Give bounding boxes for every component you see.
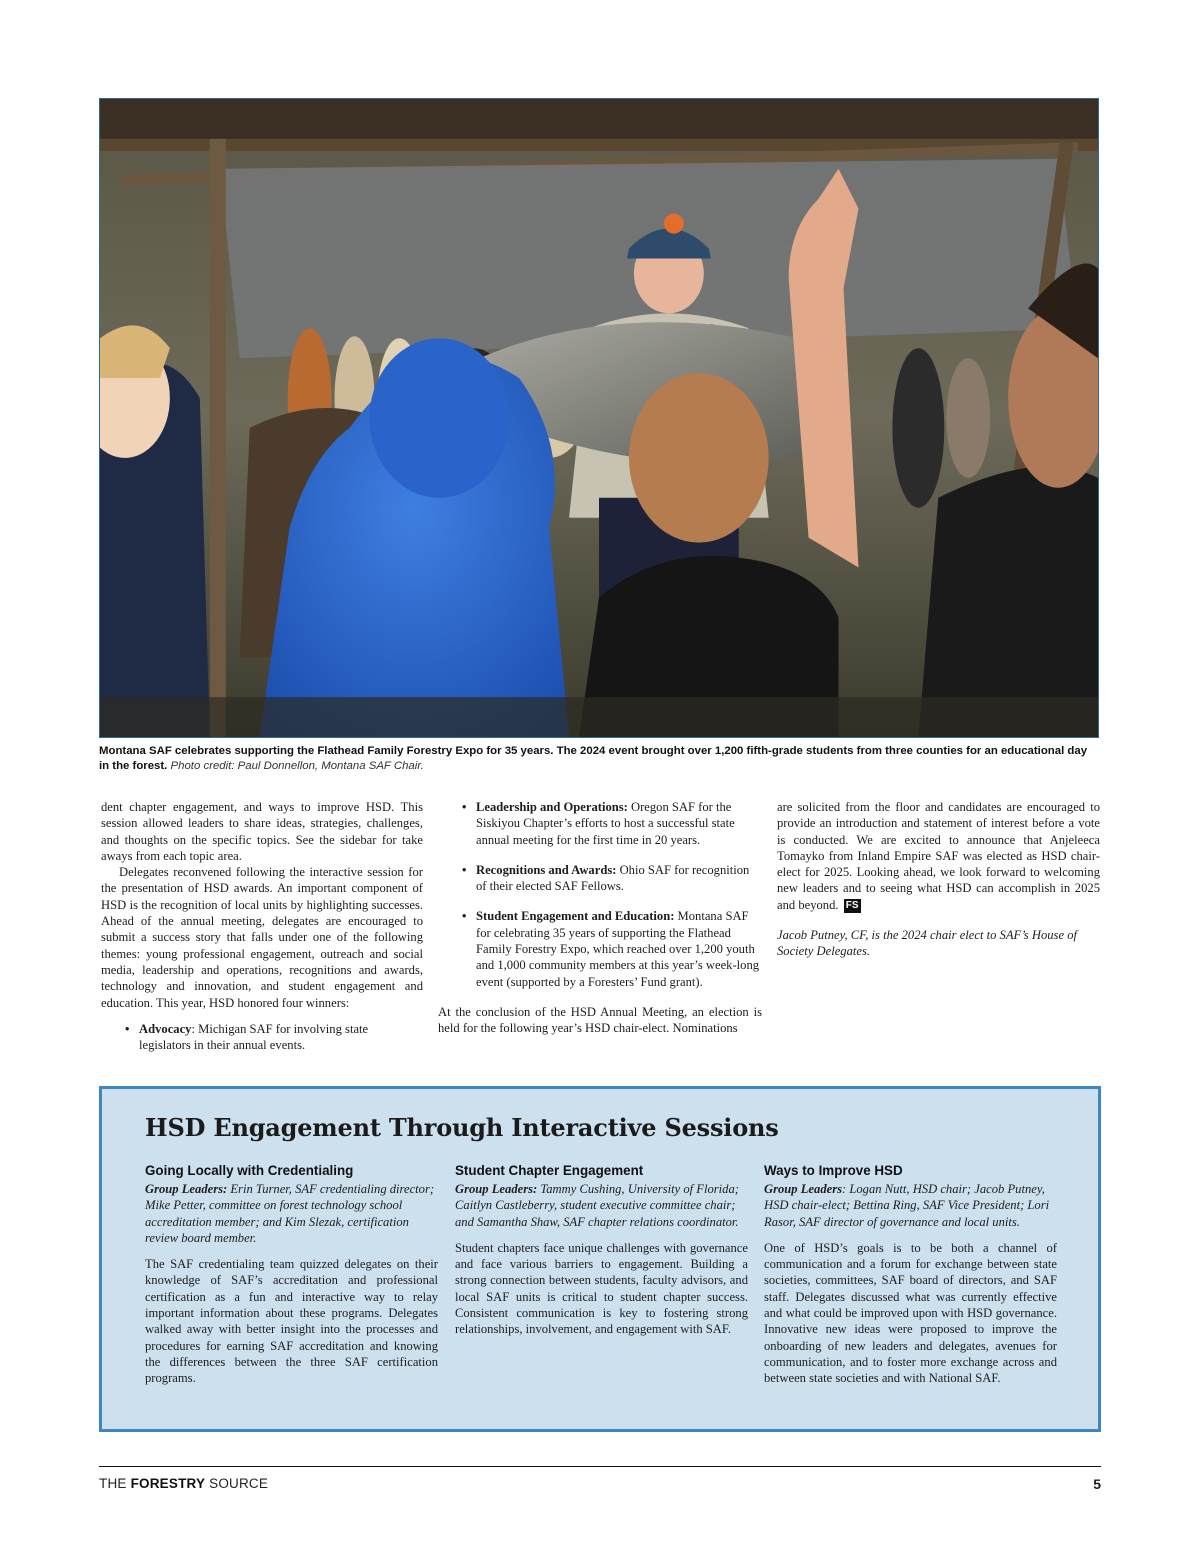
section-heading: Ways to Improve HSD [764, 1163, 903, 1178]
group-leaders [145, 1181, 438, 1246]
list-item-text: Ohio SAF for recognition of their elected SAF Fellows. [476, 862, 750, 894]
paragraph: dent chapter engagement, and ways to improve HSD. This session allowed leaders to share ideas, strategies, challenges, and thoughts on the specific topics. See the sidebar for take aways from each topic area. [101, 800, 423, 863]
list-item-text: : Michigan SAF for involving state legislators in their annual events. [139, 1021, 369, 1053]
list-item-label: Recognitions and Awards: [476, 862, 617, 877]
list-item-label: Leadership and Operations: [476, 800, 628, 814]
paragraph: At the conclusion of the HSD Annual Meeting, an election is held for the following year’s HSD chair-elect. Nominations [438, 1004, 762, 1036]
list-item-label: Student Engagement and Education: [476, 909, 675, 924]
section-heading: Student Chapter Engagement [455, 1163, 644, 1178]
leaders-text: Tammy Cushing, University of Florida; Caitlyn Castleberry, student executive committee chair; and Samantha Shaw, SAF chapter relations coordinator. [455, 1182, 739, 1229]
sidebar-section [455, 1163, 748, 1338]
leaders-text: Erin Turner, SAF credentialing director; Mike Petter, committee on forest technology school accreditation member; and Kim Slezak, certification review board member. [145, 1182, 435, 1245]
photo-outdoor-forestry-expo-icon [100, 99, 1098, 737]
winners-list [438, 799, 762, 990]
section-body: Student chapters face unique challenges with governance and face various barriers to engagement. Building a strong connection between students, faculty advisors, and local SAF units is critical to student chapter success. Consistent communication is key to fostering strong relationships, involvement, and engagement with SAF. [455, 1240, 748, 1337]
list-item [438, 908, 762, 989]
section-body: The SAF credentialing team quizzed delegates on their knowledge of SAF’s accreditation and professional certification as a fun and interactive way to relay important information about these programs. Delegates walked away with better insight into the processes and procedures for earning SAF accreditation and knowing the differences between the three SAF certification programs. [145, 1257, 438, 1386]
list-item-text: Montana SAF for celebrating 35 years of supporting the Flathead Family Forestry Expo, which reached over 1,200 youth and 1,000 community members at this year’s week-long event (supported by a Foresters’ Fund grant). [476, 909, 760, 989]
leaders-label: Group Leaders [764, 1182, 843, 1196]
leaders-label: Group Leaders: [145, 1182, 228, 1196]
sidebar-section [145, 1163, 438, 1387]
photo-credit: Photo credit: Paul Donnellon, Montana SAF Chair. [170, 759, 424, 772]
sidebar-box [99, 1086, 1101, 1432]
list-item-label: Advocacy [139, 1021, 192, 1036]
caption-text: Montana SAF celebrates supporting the Flathead Family Forestry Expo for 35 years. The 2024 event brought over 1,200 fifth-grade students from three counties for an educational day in the forest. [99, 745, 1088, 772]
article-column-2 [438, 799, 762, 1037]
end-mark: FS [845, 899, 859, 911]
pub-name-the: THE [99, 1476, 127, 1491]
paragraph: Delegates reconvened following the interactive session for the presentation of HSD awards. An important component of HSD is the recognition of local units by highlighting successes. Ahead of the annual meeting, delegates are encouraged to submit a success story that falls under one of the following themes: young professional engagement, outreach and social media, leadership and operations, recognitions and awards, technology and innovation, and student engagement and education. This year, HSD honored four winners: [101, 865, 423, 1010]
section-body: One of HSD’s goals is to be both a channel of communication and a forum for exchange between state societies, committees, SAF board of directors, and SAF staff. Delegates discussed what was currently effective and what could be improved upon with HSD governance. Innovative new ideas were proposed to improve the onboarding of new leaders and delegates, avenues for communication, and to foster more exchange across and between state societies and with National SAF. [764, 1240, 1057, 1386]
pub-name-forestry: FORESTRY [130, 1476, 206, 1491]
photo-caption [99, 744, 1099, 773]
list-item [438, 799, 762, 848]
publication-name [99, 1476, 268, 1491]
paragraph-text: are solicited from the floor and candidates are encouraged to provide an introduction and statement of interest before a vote is conducted. We are excited to announce that Anjeleeca Tomayko from Inland Empire SAF was elected as HSD chair-elect for 2025. Looking ahead, we look forward to welcoming new leaders and to seeing what HSD can accomplish in 2025 and beyond. [777, 800, 1100, 912]
pub-name-source: SOURCE [209, 1476, 269, 1491]
author-bio: Jacob Putney, CF, is the 2024 chair elect to SAF’s House of Society Delegates. [777, 928, 1077, 959]
list-item-text: Oregon SAF for the Siskiyou Chapter’s efforts to host a successful state annual meeting for the first time in 20 years. [476, 800, 735, 847]
sidebar-title: HSD Engagement Through Interactive Sessions [145, 1113, 779, 1142]
article-column-1 [101, 799, 423, 1053]
leaders-label: Group Leaders: [455, 1182, 538, 1196]
list-item [101, 1021, 423, 1054]
page-number: 5 [1093, 1476, 1101, 1492]
expo-photo [99, 98, 1099, 738]
article-column-3 [777, 799, 1100, 960]
paragraph [777, 799, 1100, 913]
winners-list [101, 1021, 423, 1054]
sidebar-section [764, 1163, 1057, 1387]
group-leaders [455, 1181, 748, 1230]
group-leaders [764, 1181, 1057, 1230]
leaders-text: : Logan Nutt, HSD chair; Jacob Putney, HSD chair-elect; Bettina Ring, SAF Vice President; Lori Rasor, SAF director of governance and local units. [764, 1182, 1050, 1229]
footer-divider [99, 1466, 1101, 1467]
section-heading: Going Locally with Credentialing [145, 1163, 354, 1178]
list-item [438, 862, 762, 895]
